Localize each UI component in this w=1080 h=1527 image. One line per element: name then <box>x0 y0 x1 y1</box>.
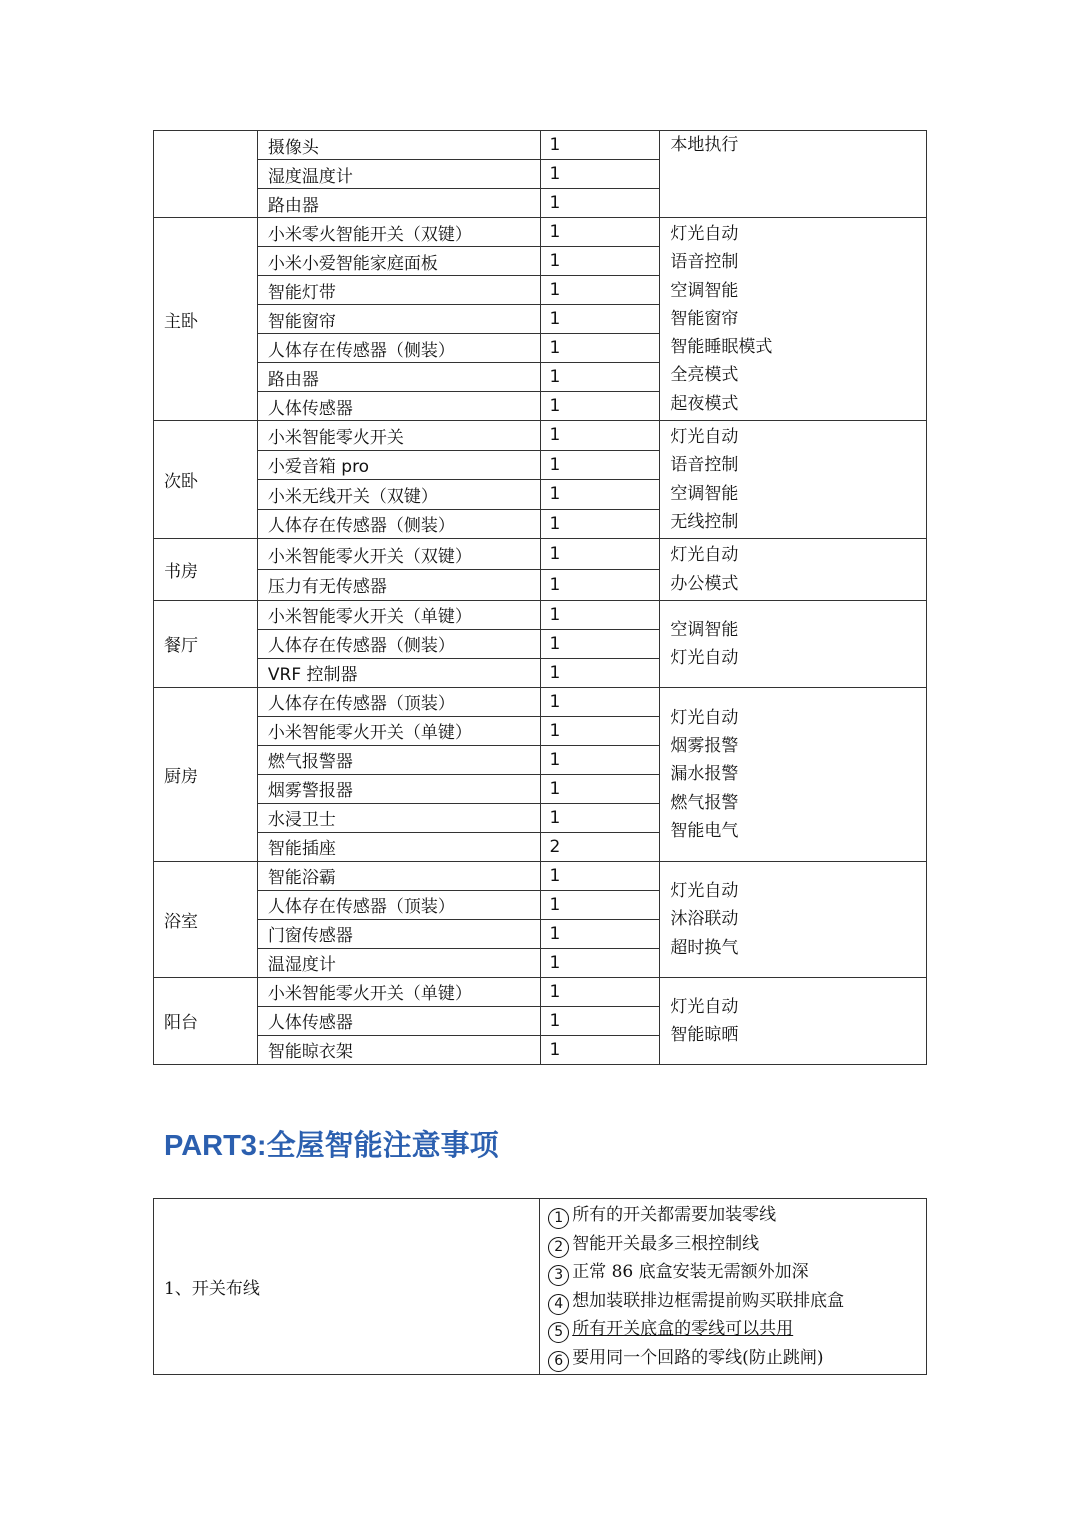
device-qty-cell: 1 <box>540 247 660 276</box>
note-point <box>548 1258 926 1287</box>
device-name-cell: 人体传感器 <box>257 392 540 421</box>
device-name-cell: 门窗传感器 <box>257 919 540 948</box>
device-qty-cell: 1 <box>540 948 660 977</box>
device-name-cell: 烟雾警报器 <box>257 774 540 803</box>
note-point <box>548 1344 926 1373</box>
equipment-table <box>153 130 927 1065</box>
function-item: 灯光自动 <box>670 880 739 901</box>
device-qty-cell: 1 <box>540 919 660 948</box>
device-qty-cell: 1 <box>540 305 660 334</box>
device-qty-cell: 1 <box>540 1035 660 1064</box>
device-name-cell: 小米无线开关（双键） <box>257 480 540 510</box>
notes-table <box>153 1198 927 1375</box>
device-name-cell: 智能浴霸 <box>257 861 540 890</box>
device-name-cell: 路由器 <box>257 363 540 392</box>
device-qty-cell: 1 <box>540 509 660 539</box>
note-text: 所有开关底盒的零线可以共用 <box>572 1319 794 1339</box>
functions-cell <box>660 977 927 1064</box>
device-name-cell: 人体存在传感器（侧装） <box>257 629 540 658</box>
circled-number-icon: 3 <box>548 1265 569 1286</box>
device-name-cell: 温湿度计 <box>257 948 540 977</box>
function-item: 沐浴联动 <box>670 909 739 930</box>
device-qty-cell: 1 <box>540 570 660 601</box>
device-name-cell: 路由器 <box>257 189 540 218</box>
device-name-cell: VRF 控制器 <box>257 658 540 687</box>
function-item: 灯光自动 <box>670 707 739 728</box>
circled-number-icon: 4 <box>548 1294 569 1315</box>
table-row <box>154 977 927 1006</box>
device-qty-cell: 1 <box>540 363 660 392</box>
functions-cell <box>660 861 927 977</box>
table-row <box>154 687 927 716</box>
functions-cell <box>660 131 927 218</box>
device-qty-cell: 1 <box>540 600 660 629</box>
note-point <box>548 1201 926 1230</box>
device-name-cell: 人体存在传感器（侧装） <box>257 334 540 363</box>
notes-topic: 1、开关布线 <box>154 1199 540 1375</box>
device-name-cell: 智能窗帘 <box>257 305 540 334</box>
note-text: 所有的开关都需要加装零线 <box>572 1205 777 1225</box>
function-item: 起夜模式 <box>670 393 739 414</box>
room-cell <box>154 131 258 218</box>
device-name-cell: 摄像头 <box>257 131 540 160</box>
function-item: 超时换气 <box>670 937 739 958</box>
device-name-cell: 燃气报警器 <box>257 745 540 774</box>
function-item: 灯光自动 <box>670 427 739 448</box>
function-item: 语音控制 <box>670 455 739 476</box>
note-text: 智能开关最多三根控制线 <box>572 1233 760 1254</box>
device-qty-cell: 1 <box>540 539 660 570</box>
device-qty-cell: 1 <box>540 189 660 218</box>
device-name-cell: 人体存在传感器（顶装） <box>257 890 540 919</box>
circled-number-icon: 1 <box>548 1208 569 1229</box>
device-name-cell: 小米智能零火开关（单键） <box>257 977 540 1006</box>
notes-row <box>154 1199 927 1375</box>
function-item: 智能电气 <box>670 820 739 841</box>
room-cell: 次卧 <box>154 421 258 539</box>
functions-cell <box>660 539 927 601</box>
device-qty-cell: 1 <box>540 890 660 919</box>
note-text: 要用同一个回路的零线(防止跳闸) <box>572 1347 824 1368</box>
table-row <box>154 600 927 629</box>
note-point <box>548 1230 926 1259</box>
device-qty-cell: 1 <box>540 131 660 160</box>
room-cell: 餐厅 <box>154 600 258 687</box>
device-name-cell: 小米零火智能开关（双键） <box>257 218 540 247</box>
function-item: 办公模式 <box>670 573 739 594</box>
device-qty-cell: 1 <box>540 658 660 687</box>
device-name-cell: 湿度温度计 <box>257 160 540 189</box>
notes-points <box>540 1199 927 1375</box>
device-qty-cell: 1 <box>540 687 660 716</box>
function-item: 灯光自动 <box>670 545 739 566</box>
function-item: 灯光自动 <box>670 224 739 244</box>
table-row <box>154 861 927 890</box>
function-item: 灯光自动 <box>670 996 739 1017</box>
device-qty-cell: 1 <box>540 480 660 510</box>
functions-cell <box>660 218 927 421</box>
function-item: 漏水报警 <box>670 764 739 785</box>
room-cell: 厨房 <box>154 687 258 861</box>
device-qty-cell: 1 <box>540 629 660 658</box>
note-text: 正常 86 底盒安装无需额外加深 <box>572 1262 809 1282</box>
device-name-cell: 小米智能零火开关 <box>257 421 540 451</box>
function-item: 智能睡眠模式 <box>670 337 773 358</box>
device-name-cell: 智能灯带 <box>257 276 540 305</box>
function-item: 空调智能 <box>670 619 739 640</box>
device-name-cell: 人体存在传感器（侧装） <box>257 509 540 539</box>
function-item: 空调智能 <box>670 280 739 301</box>
device-qty-cell: 1 <box>540 450 660 480</box>
section-title: PART3:全屋智能注意事项 <box>164 1130 499 1162</box>
device-name-cell: 人体传感器 <box>257 1006 540 1035</box>
function-item: 空调智能 <box>670 483 739 504</box>
function-item: 本地执行 <box>670 135 739 155</box>
device-qty-cell: 2 <box>540 832 660 861</box>
device-qty-cell: 1 <box>540 774 660 803</box>
device-name-cell: 人体存在传感器（顶装） <box>257 687 540 716</box>
function-item: 无线控制 <box>670 511 739 532</box>
functions-cell <box>660 421 927 539</box>
equipment-table-body <box>154 131 927 1065</box>
circled-number-icon: 5 <box>548 1322 569 1343</box>
device-qty-cell: 1 <box>540 392 660 421</box>
device-name-cell: 小米智能零火开关（双键） <box>257 539 540 570</box>
function-item: 智能晾晒 <box>670 1024 739 1045</box>
device-name-cell: 智能晾衣架 <box>257 1035 540 1064</box>
table-row <box>154 421 927 451</box>
device-name-cell: 小米小爱智能家庭面板 <box>257 247 540 276</box>
function-item: 灯光自动 <box>670 647 739 668</box>
device-qty-cell: 1 <box>540 276 660 305</box>
note-point <box>548 1287 926 1316</box>
room-cell: 书房 <box>154 539 258 601</box>
table-row <box>154 539 927 570</box>
device-qty-cell: 1 <box>540 977 660 1006</box>
device-name-cell: 水浸卫士 <box>257 803 540 832</box>
device-qty-cell: 1 <box>540 160 660 189</box>
function-item: 燃气报警 <box>670 792 739 813</box>
device-qty-cell: 1 <box>540 1006 660 1035</box>
function-item: 烟雾报警 <box>670 735 739 756</box>
circled-number-icon: 6 <box>548 1351 569 1372</box>
room-cell: 浴室 <box>154 861 258 977</box>
device-qty-cell: 1 <box>540 218 660 247</box>
room-cell: 阳台 <box>154 977 258 1064</box>
device-name-cell: 小爱音箱 pro <box>257 450 540 480</box>
device-name-cell: 压力有无传感器 <box>257 570 540 601</box>
table-row <box>154 218 927 247</box>
function-item: 语音控制 <box>670 252 739 273</box>
table-row <box>154 131 927 160</box>
circled-number-icon: 2 <box>548 1237 569 1258</box>
device-qty-cell: 1 <box>540 745 660 774</box>
function-item: 全亮模式 <box>670 365 739 386</box>
device-name-cell: 智能插座 <box>257 832 540 861</box>
room-cell: 主卧 <box>154 218 258 421</box>
note-text: 想加装联排边框需提前购买联排底盒 <box>572 1290 845 1311</box>
device-qty-cell: 1 <box>540 861 660 890</box>
device-name-cell: 小米智能零火开关（单键） <box>257 716 540 745</box>
device-qty-cell: 1 <box>540 803 660 832</box>
functions-cell <box>660 600 927 687</box>
device-name-cell: 小米智能零火开关（单键） <box>257 600 540 629</box>
device-qty-cell: 1 <box>540 421 660 451</box>
function-item: 智能窗帘 <box>670 308 739 329</box>
device-qty-cell: 1 <box>540 334 660 363</box>
device-qty-cell: 1 <box>540 716 660 745</box>
note-point <box>548 1315 926 1344</box>
functions-cell <box>660 687 927 861</box>
